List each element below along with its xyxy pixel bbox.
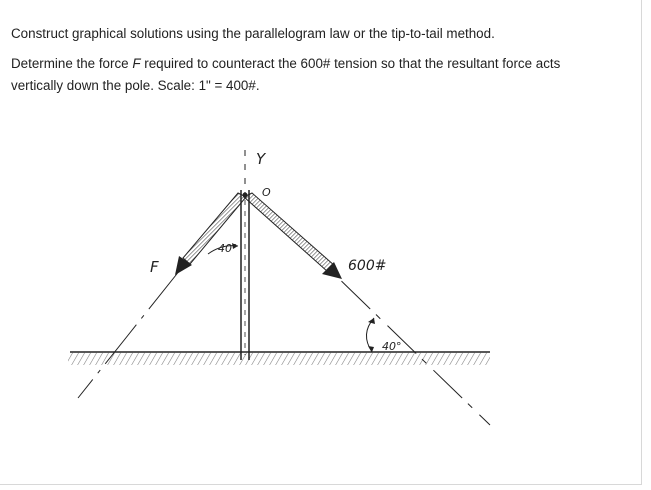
point-o-label: O — [262, 186, 271, 199]
right-extension-line — [330, 270, 490, 425]
pole — [241, 190, 249, 360]
tension-cable — [244, 193, 342, 279]
force-f-label: F — [150, 258, 159, 276]
angle-left-label: 40° — [218, 242, 238, 255]
problem-text-end: required to counteract the 600# tension so that the resultant force acts vertically down the pole. Scale: 1" = 400#. — [11, 56, 561, 93]
axis-y-label: Y — [256, 150, 266, 168]
force-f-cable — [175, 193, 246, 275]
instruction-text: Construct graphical solutions using the parallelogram law or the tip-to-tail method. — [11, 26, 495, 41]
angle-right-label: 40° — [382, 340, 402, 353]
top-point — [243, 193, 248, 198]
problem-text-start: Determine the force — [11, 56, 133, 71]
force-600-label: 600# — [348, 258, 387, 274]
left-extension-line — [78, 270, 180, 398]
ground — [68, 352, 490, 365]
force-variable: F — [132, 56, 141, 71]
